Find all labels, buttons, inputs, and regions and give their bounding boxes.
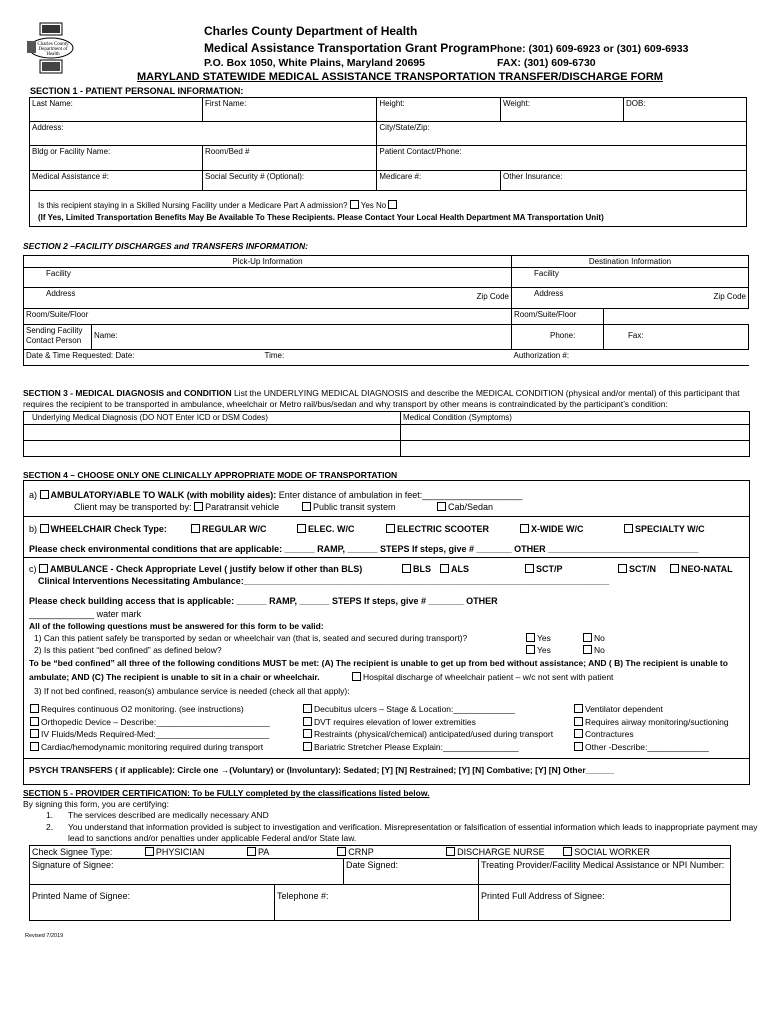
- form-title: MARYLAND STATEWIDE MEDICAL ASSISTANCE TRANSPORTATION TRANSFER/DISCHARGE FORM: [137, 71, 663, 83]
- reason-checkbox[interactable]: [303, 717, 312, 726]
- reasons-column-3: [574, 703, 729, 753]
- section2-title: SECTION 2 –FACILITY DISCHARGES and TRANSFERS INFORMATION:: [23, 241, 308, 251]
- dest-facility-field[interactable]: [512, 268, 749, 288]
- reason-item: [574, 716, 729, 729]
- q2-no-checkbox[interactable]: [583, 645, 592, 654]
- sctn-checkbox[interactable]: [618, 564, 627, 573]
- reason-label: Requires airway monitoring/suctioning: [585, 716, 729, 727]
- divider-a: [23, 516, 750, 517]
- dest-address-label: Address: [534, 289, 564, 298]
- wheelchair-label: WHEELCHAIR Check Type:: [50, 524, 167, 534]
- patient-contact-field[interactable]: Patient Contact/Phone:: [377, 146, 747, 171]
- pickup-facility-field[interactable]: [24, 268, 512, 288]
- reason-label: Other -Describe:_____________: [585, 741, 709, 752]
- elec-wc-option: [297, 524, 355, 534]
- height-field[interactable]: Height:: [377, 98, 501, 122]
- snf-question-cell: [30, 191, 747, 227]
- reason-checkbox[interactable]: [30, 717, 39, 726]
- authorization-field[interactable]: Authorization #:: [512, 350, 749, 366]
- reason-item: [30, 703, 270, 716]
- q1-no-label: No: [594, 633, 605, 643]
- env-conditions-row: [29, 544, 698, 554]
- bed-confined-definition-1: To be “bed confined” all three of the following conditions MUST be met: (A) The recipient is unable to get up from bed without assistance; AND ( B) The recipient is unable to: [29, 658, 728, 668]
- reason-checkbox[interactable]: [574, 729, 583, 738]
- clinical-interventions-field[interactable]: Clinical Interventions Necessitating Ambulance:_________________________________________________________________________: [38, 576, 610, 586]
- ambulance-label: AMBULANCE - Check Appropriate Level ( justify below if other than BLS): [50, 564, 363, 574]
- condition-header: Medical Condition (Symptoms): [401, 412, 750, 425]
- hospital-discharge-option: [352, 672, 613, 682]
- cab-option: [437, 502, 493, 512]
- contact-name-field[interactable]: Name:: [92, 325, 512, 350]
- reason-item: [574, 703, 729, 716]
- water-mark-field[interactable]: _____________ water mark: [29, 609, 142, 619]
- social-worker-checkbox[interactable]: [563, 847, 572, 856]
- reason-checkbox[interactable]: [574, 704, 583, 713]
- section3-title: SECTION 3 - MEDICAL DIAGNOSIS and CONDITION: [23, 388, 232, 398]
- bls-checkbox[interactable]: [402, 564, 411, 573]
- pa-checkbox[interactable]: [247, 847, 256, 856]
- snf-no-label: No: [376, 201, 387, 210]
- pickup-address-field[interactable]: [24, 288, 512, 309]
- pickup-header: Pick-Up Information: [24, 256, 512, 268]
- q1-no: [583, 633, 605, 643]
- transport-by-row: [74, 502, 279, 512]
- divider-b: [23, 557, 750, 558]
- neonatal-option: [670, 564, 733, 574]
- reason-item: [30, 728, 270, 741]
- weight-field[interactable]: Weight:: [501, 98, 624, 122]
- room-bed-field[interactable]: Room/Bed #: [203, 146, 377, 171]
- building-access-label: Please check building access that is applicable:: [29, 596, 235, 606]
- section3-text2: the recipient to be transported in ambulance, wheelchair or Metro rail/bus/sedan and why transport by other means is contraindicated by the participant’s condition:: [56, 399, 668, 409]
- section5-title: SECTION 5 - PROVIDER CERTIFICATION: To be FULLY completed by the classifications listed below.: [23, 788, 430, 798]
- diagnosis-field-1[interactable]: [24, 425, 401, 441]
- snf-no-checkbox[interactable]: [388, 200, 397, 209]
- signature-table: [29, 845, 731, 921]
- diagnosis-header: [24, 412, 401, 425]
- telephone-field[interactable]: Telephone #:: [275, 885, 479, 921]
- phone-number: Phone: (301) 609-6923 or (301) 609-6933: [490, 43, 689, 55]
- condition-field-1[interactable]: [401, 425, 750, 441]
- als-label: ALS: [451, 564, 469, 574]
- ssn-field[interactable]: Social Security # (Optional):: [203, 171, 377, 191]
- reason-checkbox[interactable]: [30, 729, 39, 738]
- reason-label: DVT requires elevation of lower extremities: [314, 716, 476, 727]
- sctp-option: [525, 564, 563, 574]
- crnp-checkbox[interactable]: [337, 847, 346, 856]
- scooter-label: ELECTRIC SCOOTER: [397, 524, 490, 534]
- paratransit-checkbox[interactable]: [194, 502, 203, 511]
- reason-item: [30, 716, 270, 729]
- reason-label: Cardiac/hemodynamic monitoring required during transport: [41, 741, 264, 752]
- dest-room-field[interactable]: Room/Suite/Floor: [512, 309, 604, 325]
- ambulance-checkbox[interactable]: [39, 564, 48, 573]
- reason-item: [30, 741, 270, 754]
- q2-yes-label: Yes: [537, 645, 551, 655]
- option-b-label: b): [29, 524, 38, 534]
- reason-checkbox[interactable]: [574, 742, 583, 751]
- q1-no-checkbox[interactable]: [583, 633, 592, 642]
- env-conditions-fields[interactable]: ______ RAMP, ______ STEPS If steps, give # _______ OTHER ______________________________: [284, 544, 699, 554]
- sctn-option: [618, 564, 656, 574]
- medical-assistance-field[interactable]: Medical Assistance #:: [30, 171, 203, 191]
- public-transit-checkbox[interactable]: [302, 502, 311, 511]
- dest-facility-label: Facility: [534, 269, 559, 278]
- svg-text:Department of: Department of: [38, 47, 68, 52]
- snf-yes-checkbox[interactable]: [350, 200, 359, 209]
- contact-fax-field[interactable]: Fax:: [604, 325, 749, 350]
- condition-field-2[interactable]: [401, 441, 750, 457]
- reason-label: IV Fluids/Meds Required-Med:________________________: [41, 729, 270, 739]
- svg-text:Charles County: Charles County: [37, 42, 69, 47]
- snf-question-text: Is this recipient staying in a Skilled Nursing Facility under a Medicare Part A admission?: [38, 201, 348, 210]
- org-name: Charles County Department of Health: [204, 24, 418, 38]
- public-transit-option: [302, 502, 396, 512]
- blank-cell: [604, 309, 749, 325]
- reason-label: Ventilator dependent: [585, 704, 663, 714]
- elec-wc-checkbox[interactable]: [297, 524, 306, 533]
- neonatal-checkbox[interactable]: [670, 564, 679, 573]
- xwide-option: [520, 524, 584, 534]
- reason-checkbox[interactable]: [30, 742, 39, 751]
- cert-number-1: 1.: [46, 810, 54, 820]
- snf-yes-label: Yes: [360, 201, 374, 210]
- destination-header: Destination Information: [512, 256, 749, 268]
- section1-title: SECTION 1 - PATIENT PERSONAL INFORMATION:: [30, 86, 244, 96]
- reason-item: [574, 741, 729, 754]
- cab-checkbox[interactable]: [437, 502, 446, 511]
- regular-wc-option: [191, 524, 267, 534]
- specialty-checkbox[interactable]: [624, 524, 633, 533]
- psych-transfers-row[interactable]: PSYCH TRANSFERS ( if applicable): Circle one →(Voluntary) or (Involuntary): Sedated; [Y] [N] Restrained; [Y] [N] Combative; [Y] [N] Other______: [29, 765, 614, 775]
- reason-label: Restraints (physical/chemical) anticipated/used during transport: [314, 729, 554, 739]
- revision-date: Revised 7/2019: [25, 933, 64, 939]
- crnp-label: CRNP: [348, 847, 374, 857]
- elec-wc-label: ELEC. W/C: [308, 524, 355, 534]
- ambulatory-label: AMBULATORY/ABLE TO WALK (with mobility aides):: [50, 490, 277, 500]
- question-2: 2) Is this patient “bed confined” as defined below?: [34, 645, 222, 655]
- physician-label: PHYSICIAN: [155, 847, 205, 857]
- first-name-field[interactable]: First Name:: [203, 98, 377, 122]
- social-worker-option: [563, 847, 650, 857]
- als-checkbox[interactable]: [440, 564, 449, 573]
- city-state-zip-field[interactable]: City/State/Zip:: [377, 122, 747, 146]
- printed-address-field[interactable]: Printed Full Address of Signee:: [479, 885, 731, 921]
- als-option: [440, 564, 469, 574]
- bed-confined-definition-2: ambulate; AND (C) The recipient is unable to sit in a chair or wheelchair.: [29, 672, 320, 682]
- hospital-discharge-label: Hospital discharge of wheelchair patient – w/c not sent with patient: [363, 672, 614, 682]
- scooter-option: [386, 524, 489, 534]
- pickup-address-label: Address: [46, 289, 76, 298]
- reason-item: [303, 703, 553, 716]
- reason-item: [303, 741, 553, 754]
- crnp-option: [337, 847, 373, 857]
- facility-table: [23, 255, 749, 366]
- cert-statement-1: The services described are medically necessary AND: [68, 810, 269, 820]
- mailing-address: P.O. Box 1050, White Plains, Maryland 20695: [204, 57, 425, 69]
- question-1: 1) Can this patient safely be transported by sedan or wheelchair van (that is, seated and secured during transport)?: [34, 633, 468, 643]
- signee-type-row: [30, 846, 731, 859]
- q1-yes-checkbox[interactable]: [526, 633, 535, 642]
- question-3: 3) If not bed confined, reason(s) ambulance service is needed (check all that apply):: [34, 686, 350, 696]
- reasons-column-1: [30, 703, 270, 753]
- divider-psych: [23, 758, 750, 759]
- sctn-label: SCT/N: [629, 564, 656, 574]
- social-worker-label: SOCIAL WORKER: [574, 847, 650, 857]
- date-label: Date:: [115, 351, 135, 360]
- npi-number-field[interactable]: Treating Provider/Facility Medical Assistance or NPI Number:: [479, 859, 731, 885]
- svg-text:Health: Health: [46, 52, 60, 57]
- ambulatory-checkbox[interactable]: [40, 490, 49, 499]
- snf-question: [38, 200, 744, 210]
- hospital-discharge-checkbox[interactable]: [352, 672, 361, 681]
- q1-yes-label: Yes: [537, 633, 551, 643]
- time-label: Time:: [264, 351, 285, 360]
- reason-checkbox[interactable]: [30, 704, 39, 713]
- dest-zip-label: Zip Code: [713, 292, 746, 301]
- snf-note: (If Yes, Limited Transportation Benefits May Be Available To These Recipients. Please Contact Your Local Health Department MA Transportation Unit): [38, 213, 604, 222]
- option-c-label: c): [29, 564, 37, 574]
- health-department-seal-logo: [22, 22, 80, 74]
- medicare-field[interactable]: Medicare #:: [377, 171, 501, 191]
- q2-yes-checkbox[interactable]: [526, 645, 535, 654]
- paratransit-label: Paratransit vehicle: [205, 502, 280, 512]
- sending-contact-label: Sending Facility Contact Person: [24, 325, 92, 350]
- xwide-label: X-WIDE W/C: [531, 524, 584, 534]
- scooter-checkbox[interactable]: [386, 524, 395, 533]
- date-signed-field[interactable]: Date Signed:: [344, 859, 479, 885]
- must-answer-text: All of the following questions must be answered for this form to be valid:: [29, 621, 324, 631]
- bls-option: [402, 564, 431, 574]
- q2-no-label: No: [594, 645, 605, 655]
- pickup-facility-label: Facility: [46, 269, 71, 278]
- section4-title: SECTION 4 – CHOOSE ONLY ONE CLINICALLY APPROPRIATE MODE OF TRANSPORTATION: [23, 470, 398, 480]
- printed-name-field[interactable]: Printed Name of Signee:: [30, 885, 275, 921]
- wheelchair-checkbox[interactable]: [40, 524, 49, 533]
- reason-label: Bariatric Stretcher Please Explain:________________: [314, 741, 519, 752]
- diagnosis-field-2[interactable]: [24, 441, 401, 457]
- reason-item: [303, 716, 553, 729]
- reason-checkbox[interactable]: [303, 729, 312, 738]
- physician-option: [145, 847, 205, 857]
- option-b: [29, 524, 167, 534]
- contact-phone-field[interactable]: Phone:: [512, 325, 604, 350]
- cab-label: Cab/Sedan: [448, 502, 494, 512]
- date-time-cell[interactable]: [24, 350, 512, 366]
- q2-no: [583, 645, 605, 655]
- xwide-checkbox[interactable]: [520, 524, 529, 533]
- reason-label: Contractures: [585, 729, 634, 739]
- pa-label: PA: [257, 847, 269, 857]
- cert-statement-2b: lead to sanctions and/or penalties under applicable Federal and/or State law.: [68, 833, 357, 843]
- regular-wc-checkbox[interactable]: [191, 524, 200, 533]
- public-transit-label: Public transit system: [313, 502, 396, 512]
- patient-info-table: [29, 97, 747, 227]
- sctp-label: SCT/P: [536, 564, 563, 574]
- reason-label: Decubitus ulcers – Stage & Location:_____________: [314, 704, 515, 714]
- reason-checkbox[interactable]: [574, 717, 583, 726]
- discharge-nurse-option: [446, 847, 545, 857]
- diagnosis-header-text: Underlying Medical Diagnosis (DO NOT Enter ICD or DSM Codes): [32, 413, 268, 422]
- building-access-row: [29, 596, 498, 606]
- reason-label: Requires continuous O2 monitoring. (see instructions): [41, 704, 244, 714]
- specialty-label: SPECIALTY W/C: [635, 524, 705, 534]
- dest-address-field[interactable]: [512, 288, 749, 309]
- bls-label: BLS: [413, 564, 431, 574]
- option-c: [29, 564, 362, 574]
- regular-wc-label: REGULAR W/C: [202, 524, 267, 534]
- facility-name-field[interactable]: Bldg or Facility Name:: [30, 146, 203, 171]
- reason-item: [574, 728, 729, 741]
- neonatal-label: NEO-NATAL: [681, 564, 733, 574]
- last-name-field[interactable]: Last Name:: [30, 98, 203, 122]
- transport-by-label: Client may be transported by:: [74, 502, 192, 512]
- discharge-nurse-label: DISCHARGE NURSE: [457, 847, 545, 857]
- datetime-label: Date & Time Requested:: [26, 351, 114, 360]
- reasons-column-2: [303, 703, 553, 753]
- address-field[interactable]: Address:: [30, 122, 377, 146]
- section3-intro: [23, 388, 750, 410]
- reason-label: Orthopedic Device – Describe:________________________: [41, 716, 270, 727]
- pickup-room-field[interactable]: Room/Suite/Floor: [24, 309, 512, 325]
- pa-option: [247, 847, 269, 857]
- certify-intro: By signing this form, you are certifying:: [23, 799, 169, 809]
- q1-yes: [526, 633, 551, 643]
- sctp-checkbox[interactable]: [525, 564, 534, 573]
- section3-text1: List the UNDERLYING MEDICAL DIAGNOSIS and describe the MEDICAL CONDITION (physical and/or mental) of this participant that requires: [23, 388, 740, 409]
- building-access-fields[interactable]: ______ RAMP, ______ STEPS If steps, give # _______ OTHER: [236, 596, 498, 606]
- ambulation-distance-field[interactable]: Enter distance of ambulation in feet:____________________: [278, 490, 523, 500]
- program-name: Medical Assistance Transportation Grant Program: [204, 41, 490, 55]
- physician-checkbox[interactable]: [145, 847, 154, 856]
- cert-statement-2: You understand that information provided is subject to investigation and verification. Misrepresentation or falsification of essential information which leads to inappropriate payment may: [68, 822, 758, 832]
- cert-number-2: 2.: [46, 822, 54, 832]
- pickup-zip-label: Zip Code: [476, 292, 509, 301]
- signature-field[interactable]: Signature of Signee:: [30, 859, 344, 885]
- reason-item: [303, 728, 553, 741]
- diagnosis-table: [23, 411, 750, 457]
- q2-yes: [526, 645, 551, 655]
- fax-number: FAX: (301) 609-6730: [497, 57, 596, 69]
- specialty-option: [624, 524, 705, 534]
- option-a-label: a): [29, 490, 38, 500]
- option-a: [29, 490, 522, 500]
- other-insurance-field[interactable]: Other Insurance:: [501, 171, 747, 191]
- reason-checkbox[interactable]: [303, 742, 312, 751]
- signee-type-label: Check Signee Type:: [32, 847, 113, 857]
- reason-checkbox[interactable]: [303, 704, 312, 713]
- discharge-nurse-checkbox[interactable]: [446, 847, 455, 856]
- dob-field[interactable]: DOB:: [624, 98, 747, 122]
- env-conditions-label: Please check environmental conditions that are applicable:: [29, 544, 283, 554]
